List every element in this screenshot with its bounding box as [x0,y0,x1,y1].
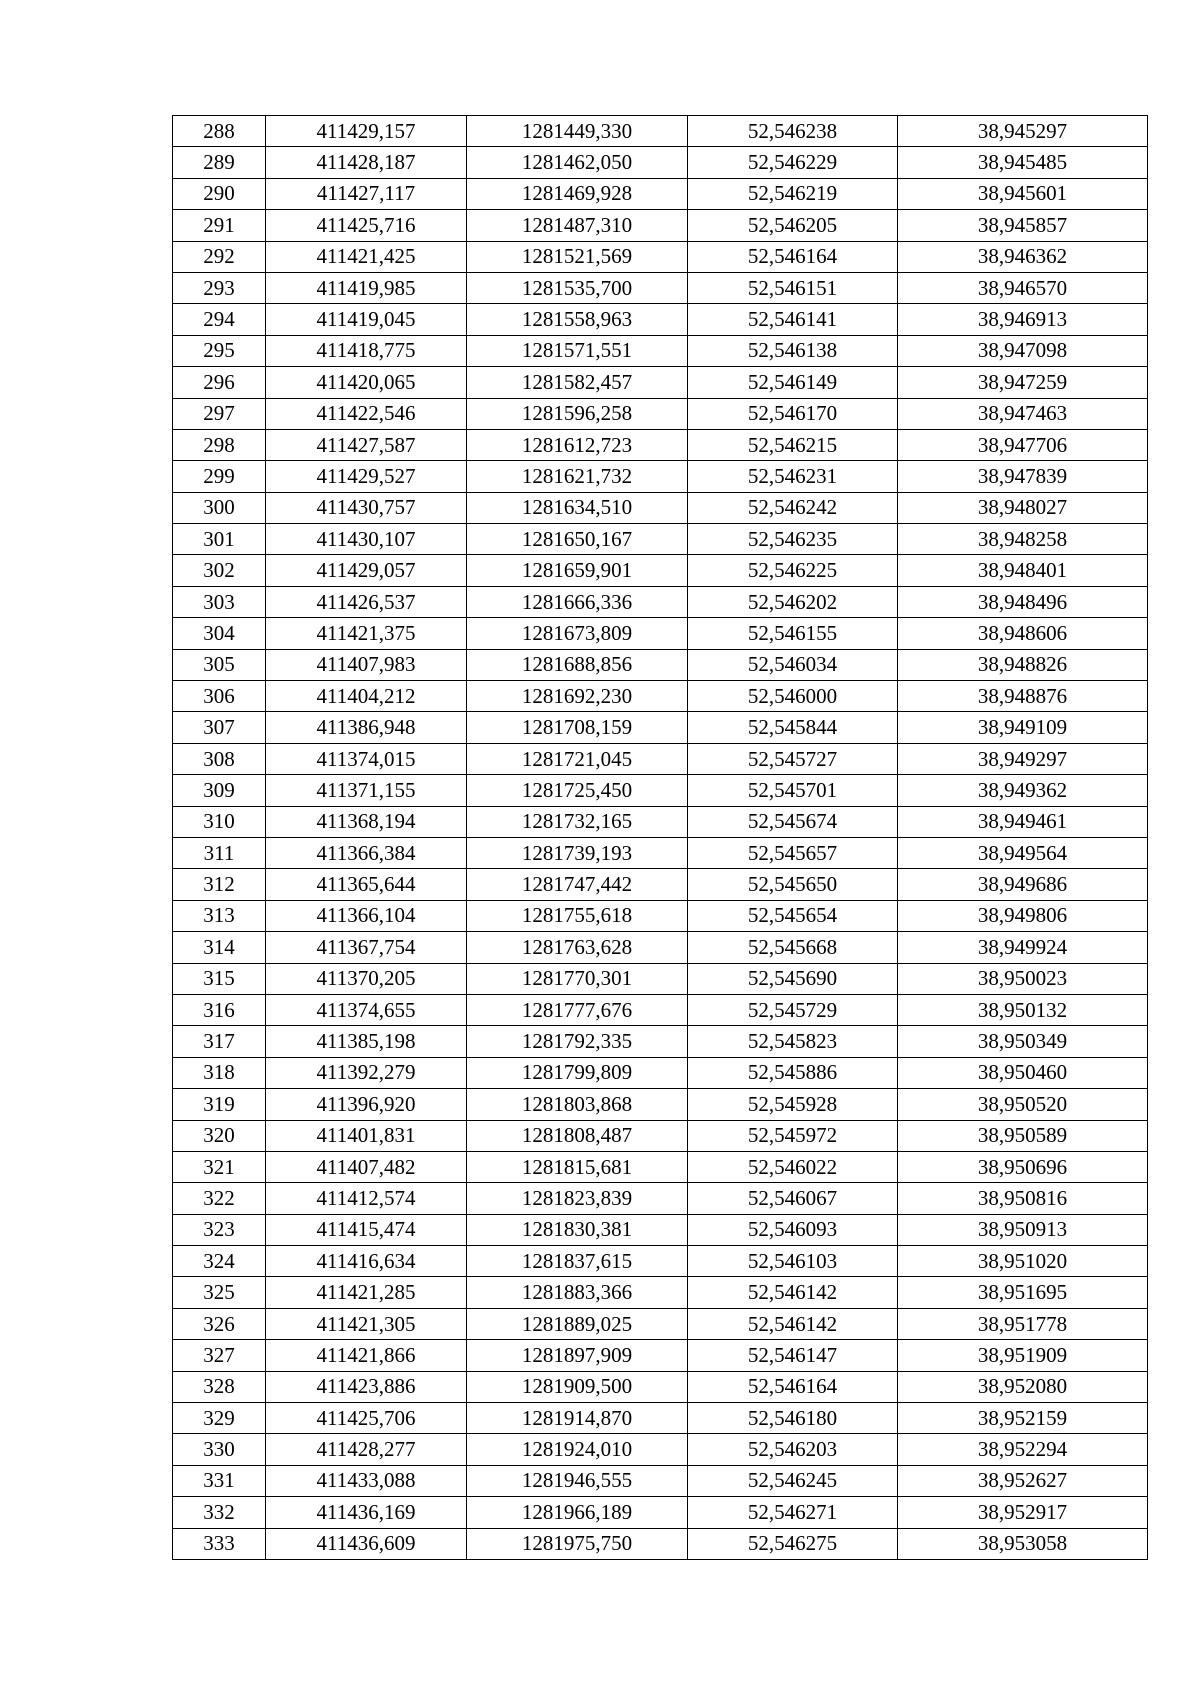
point-number-cell: 301 [173,524,266,555]
point-number-cell: 320 [173,1120,266,1151]
x-coordinate-cell: 411374,015 [266,743,467,774]
x-coordinate-cell: 411396,920 [266,1089,467,1120]
longitude-cell: 38,950460 [898,1057,1148,1088]
longitude-cell: 38,948606 [898,618,1148,649]
point-number-cell: 298 [173,429,266,460]
x-coordinate-cell: 411425,716 [266,210,467,241]
y-coordinate-cell: 1281946,555 [467,1465,688,1496]
longitude-cell: 38,949362 [898,775,1148,806]
coordinates-table-body [173,116,1148,1560]
longitude-cell: 38,948401 [898,555,1148,586]
longitude-cell: 38,950349 [898,1026,1148,1057]
point-number-cell: 289 [173,147,266,178]
table-row [173,994,1148,1025]
y-coordinate-cell: 1281487,310 [467,210,688,241]
x-coordinate-cell: 411423,886 [266,1371,467,1402]
longitude-cell: 38,949297 [898,743,1148,774]
y-coordinate-cell: 1281708,159 [467,712,688,743]
latitude-cell: 52,545729 [688,994,898,1025]
point-number-cell: 303 [173,586,266,617]
point-number-cell: 314 [173,932,266,963]
latitude-cell: 52,546275 [688,1528,898,1559]
y-coordinate-cell: 1281777,676 [467,994,688,1025]
point-number-cell: 304 [173,618,266,649]
table-row [173,147,1148,178]
x-coordinate-cell: 411401,831 [266,1120,467,1151]
table-row [173,241,1148,272]
x-coordinate-cell: 411426,537 [266,586,467,617]
latitude-cell: 52,546164 [688,241,898,272]
y-coordinate-cell: 1281914,870 [467,1403,688,1434]
latitude-cell: 52,545668 [688,932,898,963]
y-coordinate-cell: 1281803,868 [467,1089,688,1120]
table-row [173,1151,1148,1182]
latitude-cell: 52,546138 [688,335,898,366]
longitude-cell: 38,951020 [898,1246,1148,1277]
x-coordinate-cell: 411422,546 [266,398,467,429]
y-coordinate-cell: 1281883,366 [467,1277,688,1308]
x-coordinate-cell: 411429,157 [266,116,467,147]
latitude-cell: 52,546180 [688,1403,898,1434]
y-coordinate-cell: 1281612,723 [467,429,688,460]
latitude-cell: 52,546215 [688,429,898,460]
x-coordinate-cell: 411433,088 [266,1465,467,1496]
longitude-cell: 38,946362 [898,241,1148,272]
latitude-cell: 52,545928 [688,1089,898,1120]
point-number-cell: 307 [173,712,266,743]
x-coordinate-cell: 411428,187 [266,147,467,178]
x-coordinate-cell: 411386,948 [266,712,467,743]
y-coordinate-cell: 1281688,856 [467,649,688,680]
table-row [173,492,1148,523]
latitude-cell: 52,545727 [688,743,898,774]
latitude-cell: 52,546203 [688,1434,898,1465]
x-coordinate-cell: 411366,384 [266,837,467,868]
point-number-cell: 332 [173,1497,266,1528]
latitude-cell: 52,545654 [688,900,898,931]
point-number-cell: 324 [173,1246,266,1277]
y-coordinate-cell: 1281830,381 [467,1214,688,1245]
x-coordinate-cell: 411421,425 [266,241,467,272]
table-row [173,1528,1148,1559]
table-row [173,1371,1148,1402]
x-coordinate-cell: 411419,985 [266,272,467,303]
y-coordinate-cell: 1281747,442 [467,869,688,900]
point-number-cell: 310 [173,806,266,837]
point-number-cell: 330 [173,1434,266,1465]
y-coordinate-cell: 1281521,569 [467,241,688,272]
y-coordinate-cell: 1281634,510 [467,492,688,523]
y-coordinate-cell: 1281739,193 [467,837,688,868]
longitude-cell: 38,948876 [898,681,1148,712]
longitude-cell: 38,952294 [898,1434,1148,1465]
y-coordinate-cell: 1281966,189 [467,1497,688,1528]
longitude-cell: 38,949806 [898,900,1148,931]
point-number-cell: 309 [173,775,266,806]
x-coordinate-cell: 411430,107 [266,524,467,555]
longitude-cell: 38,947706 [898,429,1148,460]
y-coordinate-cell: 1281975,750 [467,1528,688,1559]
x-coordinate-cell: 411404,212 [266,681,467,712]
longitude-cell: 38,950023 [898,963,1148,994]
x-coordinate-cell: 411429,527 [266,461,467,492]
x-coordinate-cell: 411392,279 [266,1057,467,1088]
point-number-cell: 313 [173,900,266,931]
longitude-cell: 38,949564 [898,837,1148,868]
x-coordinate-cell: 411415,474 [266,1214,467,1245]
longitude-cell: 38,948258 [898,524,1148,555]
x-coordinate-cell: 411407,983 [266,649,467,680]
latitude-cell: 52,545972 [688,1120,898,1151]
y-coordinate-cell: 1281755,618 [467,900,688,931]
point-number-cell: 297 [173,398,266,429]
x-coordinate-cell: 411428,277 [266,1434,467,1465]
table-row [173,837,1148,868]
longitude-cell: 38,950816 [898,1183,1148,1214]
point-number-cell: 321 [173,1151,266,1182]
point-number-cell: 331 [173,1465,266,1496]
point-number-cell: 327 [173,1340,266,1371]
longitude-cell: 38,950913 [898,1214,1148,1245]
latitude-cell: 52,545650 [688,869,898,900]
longitude-cell: 38,952627 [898,1465,1148,1496]
y-coordinate-cell: 1281650,167 [467,524,688,555]
x-coordinate-cell: 411385,198 [266,1026,467,1057]
table-row [173,1465,1148,1496]
point-number-cell: 294 [173,304,266,335]
longitude-cell: 38,946570 [898,272,1148,303]
x-coordinate-cell: 411429,057 [266,555,467,586]
x-coordinate-cell: 411412,574 [266,1183,467,1214]
table-row [173,743,1148,774]
x-coordinate-cell: 411421,305 [266,1308,467,1339]
x-coordinate-cell: 411421,285 [266,1277,467,1308]
y-coordinate-cell: 1281621,732 [467,461,688,492]
table-row [173,963,1148,994]
table-row [173,1026,1148,1057]
point-number-cell: 315 [173,963,266,994]
y-coordinate-cell: 1281792,335 [467,1026,688,1057]
point-number-cell: 326 [173,1308,266,1339]
y-coordinate-cell: 1281815,681 [467,1151,688,1182]
table-row [173,1057,1148,1088]
table-row [173,775,1148,806]
longitude-cell: 38,953058 [898,1528,1148,1559]
table-row [173,1434,1148,1465]
y-coordinate-cell: 1281535,700 [467,272,688,303]
point-number-cell: 322 [173,1183,266,1214]
point-number-cell: 291 [173,210,266,241]
latitude-cell: 52,546219 [688,178,898,209]
latitude-cell: 52,546271 [688,1497,898,1528]
longitude-cell: 38,950696 [898,1151,1148,1182]
longitude-cell: 38,948826 [898,649,1148,680]
table-row [173,398,1148,429]
longitude-cell: 38,948496 [898,586,1148,617]
y-coordinate-cell: 1281596,258 [467,398,688,429]
latitude-cell: 52,546231 [688,461,898,492]
y-coordinate-cell: 1281673,809 [467,618,688,649]
latitude-cell: 52,546103 [688,1246,898,1277]
table-row [173,1308,1148,1339]
latitude-cell: 52,546093 [688,1214,898,1245]
table-row [173,178,1148,209]
table-row [173,1214,1148,1245]
y-coordinate-cell: 1281808,487 [467,1120,688,1151]
latitude-cell: 52,546155 [688,618,898,649]
y-coordinate-cell: 1281725,450 [467,775,688,806]
table-row [173,806,1148,837]
x-coordinate-cell: 411419,045 [266,304,467,335]
point-number-cell: 333 [173,1528,266,1559]
latitude-cell: 52,545674 [688,806,898,837]
latitude-cell: 52,546238 [688,116,898,147]
point-number-cell: 293 [173,272,266,303]
x-coordinate-cell: 411366,104 [266,900,467,931]
y-coordinate-cell: 1281469,928 [467,178,688,209]
point-number-cell: 299 [173,461,266,492]
x-coordinate-cell: 411430,757 [266,492,467,523]
table-row [173,1089,1148,1120]
longitude-cell: 38,949109 [898,712,1148,743]
latitude-cell: 52,546164 [688,1371,898,1402]
x-coordinate-cell: 411427,117 [266,178,467,209]
longitude-cell: 38,947463 [898,398,1148,429]
y-coordinate-cell: 1281571,551 [467,335,688,366]
x-coordinate-cell: 411421,375 [266,618,467,649]
longitude-cell: 38,946913 [898,304,1148,335]
table-row [173,555,1148,586]
point-number-cell: 292 [173,241,266,272]
table-row [173,869,1148,900]
point-number-cell: 325 [173,1277,266,1308]
x-coordinate-cell: 411370,205 [266,963,467,994]
y-coordinate-cell: 1281692,230 [467,681,688,712]
latitude-cell: 52,546000 [688,681,898,712]
x-coordinate-cell: 411365,644 [266,869,467,900]
latitude-cell: 52,546242 [688,492,898,523]
latitude-cell: 52,546149 [688,367,898,398]
latitude-cell: 52,546142 [688,1308,898,1339]
latitude-cell: 52,545886 [688,1057,898,1088]
table-row [173,210,1148,241]
longitude-cell: 38,950589 [898,1120,1148,1151]
x-coordinate-cell: 411416,634 [266,1246,467,1277]
latitude-cell: 52,546151 [688,272,898,303]
point-number-cell: 295 [173,335,266,366]
latitude-cell: 52,546141 [688,304,898,335]
latitude-cell: 52,546245 [688,1465,898,1496]
x-coordinate-cell: 411418,775 [266,335,467,366]
x-coordinate-cell: 411427,587 [266,429,467,460]
x-coordinate-cell: 411420,065 [266,367,467,398]
y-coordinate-cell: 1281799,809 [467,1057,688,1088]
y-coordinate-cell: 1281770,301 [467,963,688,994]
point-number-cell: 317 [173,1026,266,1057]
y-coordinate-cell: 1281582,457 [467,367,688,398]
coordinates-table [172,115,1148,1560]
table-row [173,1403,1148,1434]
y-coordinate-cell: 1281909,500 [467,1371,688,1402]
x-coordinate-cell: 411436,169 [266,1497,467,1528]
longitude-cell: 38,945485 [898,147,1148,178]
point-number-cell: 316 [173,994,266,1025]
table-row [173,116,1148,147]
latitude-cell: 52,546229 [688,147,898,178]
x-coordinate-cell: 411374,655 [266,994,467,1025]
longitude-cell: 38,947098 [898,335,1148,366]
point-number-cell: 311 [173,837,266,868]
table-row [173,1497,1148,1528]
table-row [173,586,1148,617]
longitude-cell: 38,947259 [898,367,1148,398]
latitude-cell: 52,546235 [688,524,898,555]
point-number-cell: 296 [173,367,266,398]
latitude-cell: 52,546205 [688,210,898,241]
table-row [173,1246,1148,1277]
x-coordinate-cell: 411367,754 [266,932,467,963]
longitude-cell: 38,945601 [898,178,1148,209]
latitude-cell: 52,546225 [688,555,898,586]
x-coordinate-cell: 411368,194 [266,806,467,837]
longitude-cell: 38,948027 [898,492,1148,523]
point-number-cell: 302 [173,555,266,586]
y-coordinate-cell: 1281462,050 [467,147,688,178]
latitude-cell: 52,545823 [688,1026,898,1057]
y-coordinate-cell: 1281721,045 [467,743,688,774]
table-row [173,304,1148,335]
longitude-cell: 38,947839 [898,461,1148,492]
longitude-cell: 38,945297 [898,116,1148,147]
latitude-cell: 52,546067 [688,1183,898,1214]
y-coordinate-cell: 1281558,963 [467,304,688,335]
point-number-cell: 290 [173,178,266,209]
point-number-cell: 329 [173,1403,266,1434]
longitude-cell: 38,951778 [898,1308,1148,1339]
y-coordinate-cell: 1281763,628 [467,932,688,963]
point-number-cell: 323 [173,1214,266,1245]
y-coordinate-cell: 1281449,330 [467,116,688,147]
table-row [173,649,1148,680]
longitude-cell: 38,949924 [898,932,1148,963]
longitude-cell: 38,951695 [898,1277,1148,1308]
y-coordinate-cell: 1281666,336 [467,586,688,617]
y-coordinate-cell: 1281924,010 [467,1434,688,1465]
longitude-cell: 38,945857 [898,210,1148,241]
longitude-cell: 38,950520 [898,1089,1148,1120]
point-number-cell: 305 [173,649,266,680]
table-row [173,681,1148,712]
longitude-cell: 38,949461 [898,806,1148,837]
table-row [173,429,1148,460]
table-row [173,932,1148,963]
point-number-cell: 306 [173,681,266,712]
x-coordinate-cell: 411421,866 [266,1340,467,1371]
table-row [173,272,1148,303]
y-coordinate-cell: 1281659,901 [467,555,688,586]
table-row [173,1120,1148,1151]
y-coordinate-cell: 1281837,615 [467,1246,688,1277]
y-coordinate-cell: 1281889,025 [467,1308,688,1339]
x-coordinate-cell: 411407,482 [266,1151,467,1182]
y-coordinate-cell: 1281897,909 [467,1340,688,1371]
latitude-cell: 52,546034 [688,649,898,680]
longitude-cell: 38,949686 [898,869,1148,900]
longitude-cell: 38,950132 [898,994,1148,1025]
point-number-cell: 318 [173,1057,266,1088]
latitude-cell: 52,545844 [688,712,898,743]
point-number-cell: 312 [173,869,266,900]
table-row [173,900,1148,931]
point-number-cell: 319 [173,1089,266,1120]
x-coordinate-cell: 411436,609 [266,1528,467,1559]
table-row [173,712,1148,743]
point-number-cell: 288 [173,116,266,147]
longitude-cell: 38,952080 [898,1371,1148,1402]
table-row [173,1183,1148,1214]
latitude-cell: 52,546147 [688,1340,898,1371]
longitude-cell: 38,952159 [898,1403,1148,1434]
latitude-cell: 52,546170 [688,398,898,429]
longitude-cell: 38,951909 [898,1340,1148,1371]
latitude-cell: 52,545690 [688,963,898,994]
latitude-cell: 52,545657 [688,837,898,868]
table-row [173,618,1148,649]
point-number-cell: 300 [173,492,266,523]
table-row [173,1277,1148,1308]
latitude-cell: 52,546142 [688,1277,898,1308]
table-row [173,335,1148,366]
longitude-cell: 38,952917 [898,1497,1148,1528]
x-coordinate-cell: 411425,706 [266,1403,467,1434]
table-row [173,367,1148,398]
y-coordinate-cell: 1281823,839 [467,1183,688,1214]
x-coordinate-cell: 411371,155 [266,775,467,806]
y-coordinate-cell: 1281732,165 [467,806,688,837]
table-row [173,461,1148,492]
point-number-cell: 328 [173,1371,266,1402]
table-row [173,1340,1148,1371]
latitude-cell: 52,546202 [688,586,898,617]
table-row [173,524,1148,555]
latitude-cell: 52,546022 [688,1151,898,1182]
latitude-cell: 52,545701 [688,775,898,806]
point-number-cell: 308 [173,743,266,774]
